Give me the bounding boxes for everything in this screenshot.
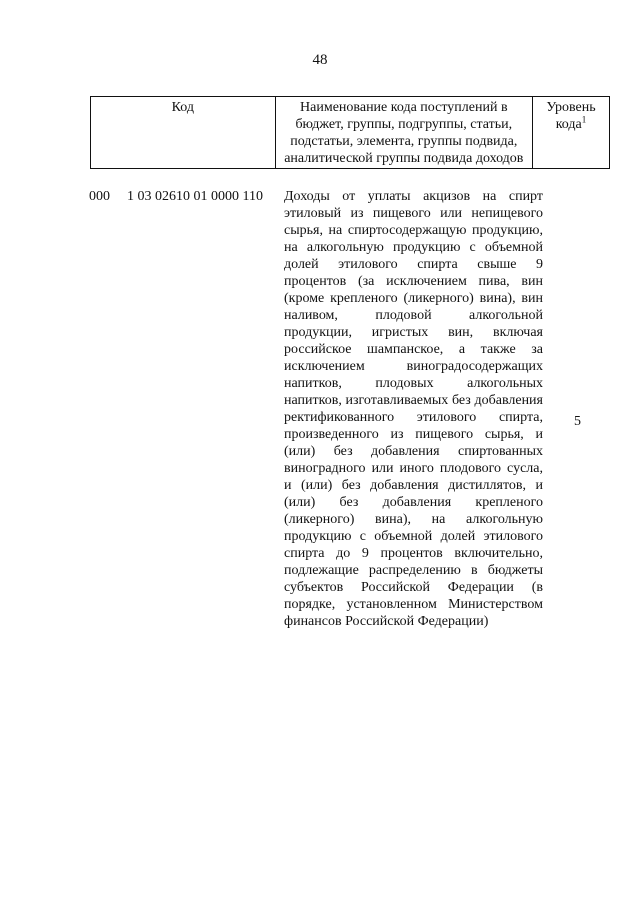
row-code: 1 03 02610 01 0000 110 xyxy=(127,189,263,204)
header-level: Уровень кода xyxy=(546,100,596,132)
row-level: 5 xyxy=(574,414,581,429)
header-table xyxy=(90,96,610,169)
row-code-prefix: 000 xyxy=(89,189,110,204)
header-level-footnote: 1 xyxy=(581,114,587,125)
header-level-cell xyxy=(532,97,609,169)
page-number: 48 xyxy=(312,52,328,68)
row-description: Доходы от уплаты акцизов на спирт этиловый из пищевого или непищевого сырья, на спиртосодержащую продукцию, на алкогольную продукцию с объемной долей этилового спирта свыше 9 процентов (за исключением пива, вин (кроме крепленого (ликерного) вина), вин наливом, плодовой алкогольной продукции, игристых вин, включая российское шампанское, а также за исключением виноградосодержащих напитков, плодовых алкогольных напитков, изготавливаемых без добавления ректификованного этилового спирта, произведенного из пищевого сырья, и (или) без добавления спиртованных виноградного или иного плодового сусла, и (или) без добавления дистиллятов, и (или) без добавления крепленого (ликерного) вина), на алкогольную продукцию с объемной долей этилового спирта до 9 процентов включительно, подлежащие распределению в бюджеты субъектов Российской Федерации (в порядке, установленном Министерством финансов Российской Федерации) xyxy=(284,189,543,629)
header-row xyxy=(91,97,610,169)
header-code: Код xyxy=(91,97,276,169)
header-name: Наименование кода поступлений в бюджет, группы, подгруппы, статьи, подстатьи, элемента, группы подвида, аналитической группы подвида доходов xyxy=(275,97,532,169)
